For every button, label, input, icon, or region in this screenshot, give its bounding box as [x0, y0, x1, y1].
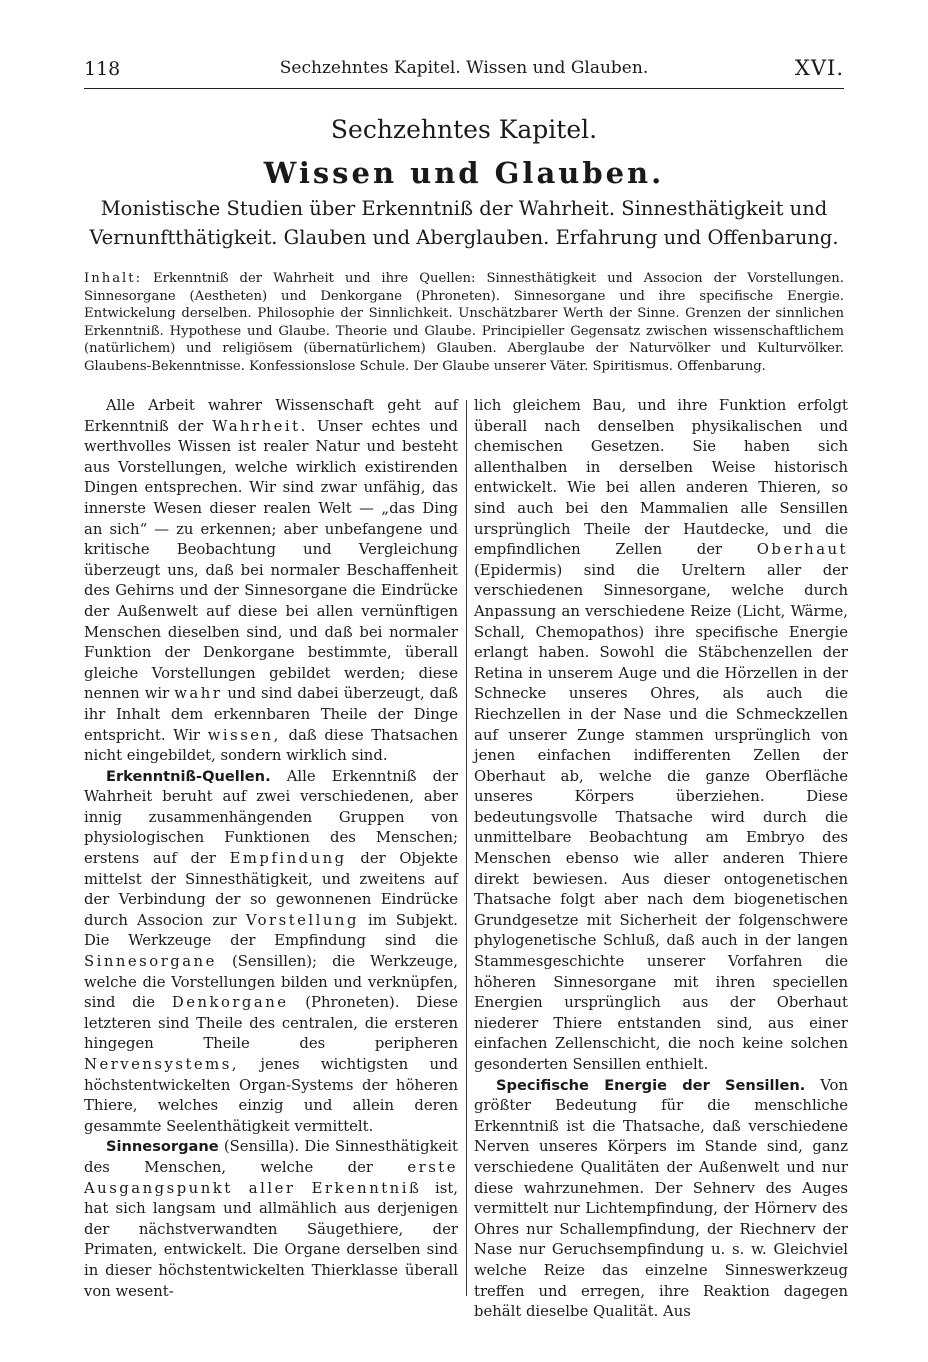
page-number: 118: [84, 58, 121, 80]
emphasis: Oberhaut: [756, 541, 848, 559]
section-heading: Specifische Energie der Sensillen.: [496, 1076, 806, 1094]
text-run: jenes wichtigsten und höchstentwickelten Organ-Systems der höheren Thiere, welches einzig und allein deren gesammte Seelenthätigkeit vermittelt.: [84, 1056, 458, 1135]
paragraph: [474, 1076, 848, 1323]
emphasis: Wahrheit.: [212, 417, 308, 435]
text-run: lich gleichem Bau, und ihre Funktion erfolgt überall nach denselben physikalischen und chemischen Gesetzen. Sie haben sich allenthalben in derselben Weise historisch entwickelt. Wie bei allen anderen Thieren, so sind auch bei den Mammalien alle Sensillen ursprünglich Theile der Hautdecke, und die empfindlichen Zellen der: [474, 397, 848, 559]
section-heading: Erkenntniß-Quellen.: [106, 767, 271, 785]
running-title: Sechzehntes Kapitel. Wissen und Glauben.: [279, 58, 649, 78]
section-heading: Sinnesorgane: [106, 1138, 219, 1156]
text-run: daß diese Thatsachen nicht eingebildet, sondern wirklich sind.: [84, 726, 458, 765]
paragraph: [84, 1137, 458, 1302]
book-page: [84, 56, 848, 1321]
text-run: (Phroneten). Diese letzteren sind Theile des centralen, die ersteren hingegen Theile des peripheren: [84, 994, 458, 1053]
chapter-roman-numeral: XVI.: [794, 56, 844, 80]
text-run: (Sensillen); die Werkzeuge, welche die Vorstellungen bilden und verknüpfen, sind die: [84, 953, 458, 1012]
text-run: im Subjekt. Die Werkzeuge der Empfindung sind die: [84, 911, 458, 950]
column-divider: [466, 400, 467, 1296]
emphasis: wahr: [174, 685, 223, 703]
text-run: Alle Arbeit wahrer Wissenschaft geht auf Erkenntniß der: [84, 397, 458, 435]
text-run: (Sensilla). Die Sinnesthätigkeit des Menschen, welche der: [84, 1138, 458, 1176]
text-columns: [84, 396, 848, 1321]
paragraph: [84, 767, 458, 1138]
left-column: [84, 396, 458, 1306]
emphasis: erste Ausgangspunkt aller Erkenntniß: [84, 1158, 458, 1197]
text-run: Unser echtes und werthvolles Wissen ist realer Natur und besteht aus Vorstellungen, welche wirklich existirenden Dingen entsprechen. Wir sind zwar unfähig, das innerste Wesen dieser realen Welt — „das Ding an sich“ — zu erkennen; aber unbefangene und kritische Beobachtung und Vergleichung überzeugt uns, daß bei normaler Beschaffenheit des Gehirns und der Sinnesorgane die Eindrücke der Außenwelt auf diese bei allen vernünftigen Menschen dieselben sind, und daß bei normaler Funktion der Denkorgane bestimmte, überall gleiche Vorstellungen gebildet werden; diese nennen wir: [84, 417, 458, 703]
paragraph: [474, 396, 848, 1076]
chapter-subtitle: Monistische Studien über Erkenntniß der Wahrheit. Sinnesthätigkeit und Vernunftthätigkeit. Glauben und Aberglauben. Erfahrung und Offenbarung.: [89, 197, 839, 249]
text-run: Alle Erkenntniß der Wahrheit beruht auf zwei verschiedenen, aber innig zusammenhängenden Gruppen von physiologischen Funktionen des Menschen; erstens auf der: [84, 767, 458, 868]
text-run: (Epidermis) sind die Ureltern aller der verschiedenen Sinnesorgane, welche durch Anpassung an verschiedene Reize (Licht, Wärme, Schall, Chemopathos) ihre specifische Energie erlangt haben. Sowohl die Stäbchenzellen der Retina in unserem Auge und die Hörzellen in der Schnecke unseres Ohres, als auch die Riechzellen in der Nase und die Schmeckzellen auf unserer Zunge stammen ursprünglich von jenen einfachen indifferenten Zellen der Oberhaut ab, welche die ganze Oberfläche unseres Körpers überziehen. Diese bedeutungsvolle Thatsache wird durch die unmittelbare Beobachtung am Embryo des Menschen ebenso wie aller anderen Thiere direkt bewiesen. Aus dieser ontogenetischen Thatsache folgt aber nach dem biogenetischen Grundgesetze mit Sicherheit der folgenschwere phylogenetische Schluß, daß auch in der langen Stammesgeschichte unserer Vorfahren die höheren Sinnesorgane mit ihren speciellen Energien ursprünglich aus der Oberhaut niederer Thiere entstanden sind, aus einer einfachen Zellenschicht, die noch keine solchen gesonderten Sensillen enthielt.: [474, 561, 848, 1073]
header-rule: [84, 88, 844, 89]
text-run: Von größter Bedeutung für die menschliche Erkenntniß ist die Thatsache, daß verschiedene Nerven unseres Körpers im Stande sind, ganz verschiedene Qualitäten der Außenwelt und nur diese wahrzunehmen. Der Sehnerv des Auges vermittelt nur Lichtempfindung, der Hörnerv des Ohres nur Schallempfindung, der Riechnerv der Nase nur Geruchsempfindung u. s. w. Gleichviel welche Reize das einzelne Sinneswerkzeug treffen und erregen, ihre Reaktion dagegen behält dieselbe Qualität. Aus: [474, 1076, 848, 1321]
text-run: ist, hat sich langsam und allmählich aus derjenigen der nächstverwandten Säugethiere, der Primaten, entwickelt. Die Organe derselben sind in dieser höchstentwickelten Thierklasse überall von wesent-: [84, 1179, 458, 1300]
emphasis: Denkorgane: [171, 994, 289, 1012]
contents-lead: Inhalt:: [84, 271, 143, 286]
chapter-title: Wissen und Glauben.: [263, 156, 665, 190]
right-column: [474, 396, 848, 1321]
paragraph: [84, 396, 458, 767]
contents-text: Erkenntniß der Wahrheit und ihre Quellen: Sinnesthätigkeit und Associon der Vorstellungen. Sinnesorgane (Aestheten) und Denkorgane (Phroneten). Sinnesorgane und ihre specifische Energie. Entwickelung derselben. Philosophie der Sinnlichkeit. Unschätzbarer Werth der Sinne. Grenzen der sinnlichen Erkenntniß. Hypothese und Glaube. Theorie und Glaube. Principieller Gegensatz zwischen wissenschaftlichem (natürlichem) und religiösem (übernatürlichem) Glauben. Aberglaube der Naturvölker und Kulturvölker. Glaubens-Bekenntnisse. Konfessionslose Schule. Der Glaube unserer Väter. Spiritismus. Offenbarung.: [84, 271, 844, 374]
emphasis: Sinnesorgane: [84, 953, 217, 971]
emphasis: wissen,: [207, 726, 281, 744]
text-run: und sind dabei überzeugt, daß ihr Inhalt dem erkennbaren Theile der Dinge entspricht. Wir: [84, 685, 458, 744]
chapter-label: Sechzehntes Kapitel.: [330, 115, 598, 144]
emphasis: Vorstellung: [245, 911, 359, 929]
text-run: der Objekte mittelst der Sinnesthätigkeit, und zweitens auf der Verbindung der so gewonnenen Eindrücke durch Associon zur: [84, 850, 458, 929]
emphasis: Nervensystems,: [84, 1056, 240, 1073]
running-header: [84, 56, 844, 84]
emphasis: Empfindung: [229, 850, 347, 868]
